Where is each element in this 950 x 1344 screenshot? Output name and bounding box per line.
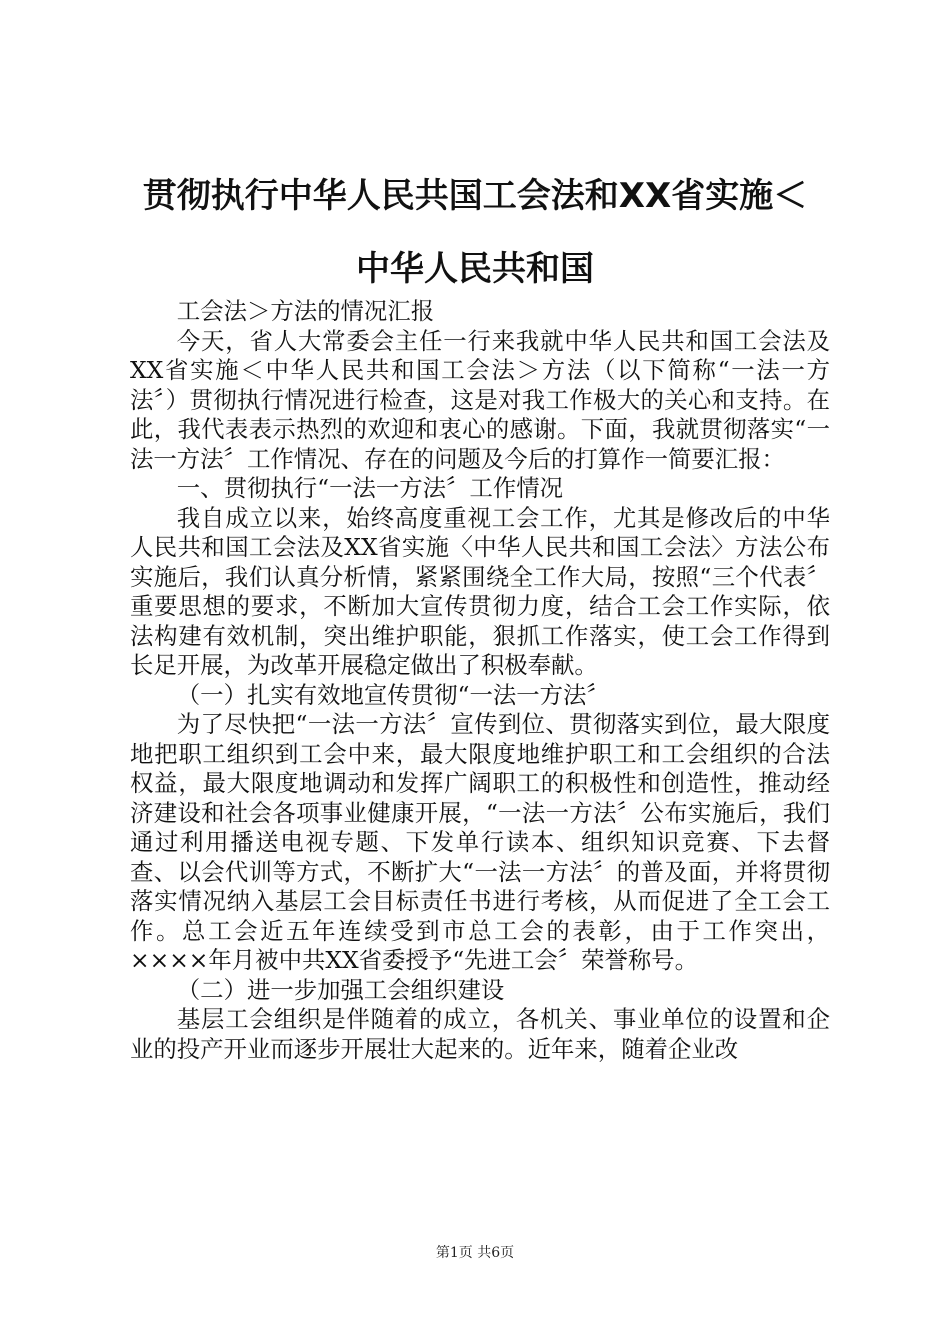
paragraph-section-1: 我自成立以来，始终高度重视工会工作，尤其是修改后的中华人民共和国工会法及XX省实施〈中华人民共和国工会法〉方法公布实施后，我们认真分析情，紧紧围绕全工作大局，按照“三个代表〞重要思想的要求，不断加大宣传贯彻力度，结合工会工作实际，依法构建有效机制，突出维护职能，狠抓工作落实，使工会工作得到长足开展，为改革开展稳定做出了积极奉献。 xyxy=(130,503,830,679)
paragraph-intro: 今天，省人大常委会主任一行来我就中华人民共和国工会法及XX省实施＜中华人民共和国工会法＞方法（以下简称“一法一方法〞）贯彻执行情况进行检查，这是对我工作极大的关心和支持。在此，我代表表示热烈的欢迎和衷心的感谢。下面，我就贯彻落实“一法一方法〞工作情况、存在的问题及今后的打算作一简要汇报： xyxy=(130,326,830,473)
title-line-1: 贯彻执行中华人民共国工会法和XX省实施＜ xyxy=(142,176,808,216)
document-title xyxy=(110,160,840,306)
subsection-heading-1: （一）扎实有效地宣传贯彻“一法一方法〞 xyxy=(176,680,610,709)
paragraph-subsection-1: 为了尽快把“一法一方法〞宣传到位、贯彻落实到位，最大限度地把职工组织到工会中来，最大限度地维护职工和工会组织的合法权益，最大限度地调动和发挥广阔职工的积极性和创造性，推动经济建设和社会各项事业健康开展，“一法一方法〞公布实施后，我们通过利用播送电视专题、下发单行读本、组织知识竞赛、下去督查、以会代训等方式，不断扩大“一法一方法〞的普及面，并将贯彻落实情况纳入基层工会目标责任书进行考核，从而促进了全工会工作。总工会近五年连续受到市总工会的表彰，由于工作突出，××××年月被中共XX省委授予“先进工会〞荣誉称号。 xyxy=(130,710,830,974)
title-line-2: 中华人民共和国 xyxy=(356,249,594,289)
section-heading-1: 一、贯彻执行“一法一方法〞工作情况 xyxy=(176,474,564,502)
paragraph-subsection-2: 基层工会组织是伴随着的成立，各机关、事业单位的设置和企业的投产开业而逐步开展壮大起来的。近年来，随着企业改 xyxy=(130,1005,830,1063)
paragraph-title-continuation: 工会法＞方法的情况汇报 xyxy=(176,297,435,325)
subsection-heading-2: （二）进一步加强工会组织建设 xyxy=(176,975,505,1004)
page-number-footer: 第1页 共6页 xyxy=(435,1245,515,1261)
document-body xyxy=(130,297,830,1064)
